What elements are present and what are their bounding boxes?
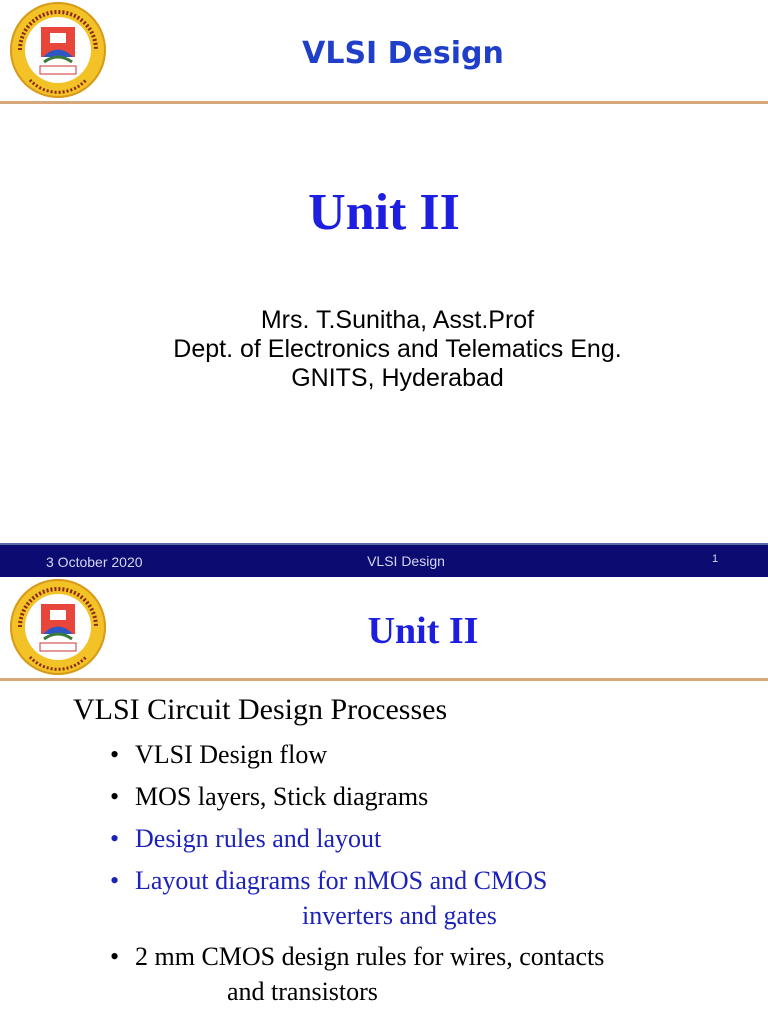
slide-footer [0,543,768,577]
bullet-icon: • [110,782,120,811]
list-item [110,863,750,933]
header-divider [0,101,768,104]
bullet-icon: • [110,824,120,853]
section-heading: VLSI Circuit Design Processes [73,693,448,726]
list-item-text: VLSI Design flow [135,740,328,769]
list-item-text: MOS layers, Stick diagrams [135,782,429,811]
header-divider [0,678,768,681]
list-item-text: 2 mm CMOS design rules for wires, contacts [135,942,605,971]
list-item [110,737,750,773]
bullet-icon: • [110,866,120,895]
author-department: Dept. of Electronics and Telematics Eng. [173,335,622,363]
list-item-text: Layout diagrams for nMOS and CMOS [135,866,548,895]
list-item [110,939,750,1009]
bullet-icon: • [110,942,120,971]
author-block [0,306,768,393]
list-item-continuation: and transistors [227,977,378,1006]
footer-title: VLSI Design [367,553,445,569]
list-item [110,821,750,857]
author-institution: GNITS, Hyderabad [291,364,504,392]
list-item-continuation: inverters and gates [302,901,497,930]
list-item [110,779,750,815]
footer-page-number: 1 [712,553,719,565]
slide-2 [0,577,768,1024]
list-item-text: Design rules and layout [135,824,382,853]
footer-date: 3 October 2020 [46,554,143,570]
bullet-icon: • [110,740,120,769]
author-name: Mrs. T.Sunitha, Asst.Prof [260,306,535,334]
unit-title: Unit II [308,184,460,241]
unit-title: Unit II [367,610,479,652]
header-title: VLSI Design [302,36,504,71]
topic-list [110,737,750,1015]
